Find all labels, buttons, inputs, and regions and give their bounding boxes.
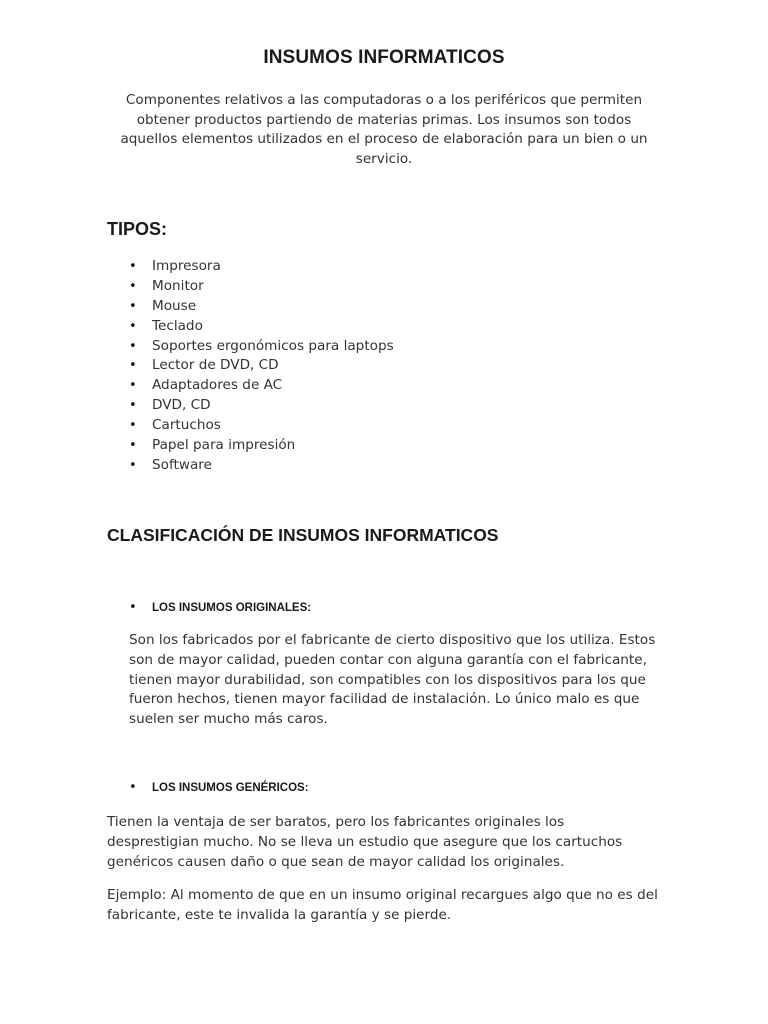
originales-subheading [0, 598, 768, 618]
bullet-icon: • [129, 318, 137, 334]
list-item-text: Cartuchos [152, 417, 221, 434]
list-item-text: Papel para impresión [152, 437, 296, 454]
bullet-icon: • [129, 438, 137, 454]
list-item-text: Mouse [152, 297, 197, 314]
bullet-icon: • [129, 338, 137, 354]
bullet-icon: • [129, 358, 137, 374]
bullet-icon: • [129, 298, 137, 314]
bullet-icon: • [129, 378, 137, 394]
list-item-text: DVD, CD [152, 397, 211, 414]
list-item-text: Monitor [152, 277, 204, 294]
bullet-icon: • [129, 278, 137, 294]
bullet-icon: • [129, 780, 137, 795]
list-item-text: Adaptadores de AC [152, 377, 283, 394]
genericos-paragraph: Tienen la ventaja de ser baratos, pero los fabricantes originales los desprestigian mucho. No se lleva un estudio que asegure que los cartuchos genéricos causen daño o que sean de mayor calidad los originales. [107, 814, 623, 870]
tipos-heading: TIPOS: [107, 219, 168, 239]
list-item-text: Lector de DVD, CD [152, 357, 279, 374]
bullet-icon: • [129, 398, 137, 414]
clasificacion-heading: CLASIFICACIÓN DE INSUMOS INFORMATICOS [107, 525, 499, 545]
page-title: INSUMOS INFORMATICOS [263, 47, 505, 68]
list-item-text: Soportes ergonómicos para laptops [152, 337, 394, 354]
bullet-icon: • [129, 259, 137, 274]
bullet-icon: • [129, 418, 137, 434]
list-item-text: Teclado [152, 317, 203, 334]
bullet-icon: • [129, 457, 137, 473]
genericos-label: LOS INSUMOS GENÉRICOS: [152, 782, 309, 794]
intro-paragraph: Componentes relativos a las computadoras o a los periféricos que permiten obtener productos partiendo de materias primas. Los insumos son todos aquellos elementos utilizados en el proceso de elaboración para un bien o un servicio. [120, 92, 648, 167]
example-paragraph: Ejemplo: Al momento de que en un insumo original recargues algo que no es del fabricante, este te invalida la garantía y se pierde. [107, 887, 658, 923]
originales-label: LOS INSUMOS ORIGINALES: [152, 602, 312, 614]
genericos-subheading [0, 778, 768, 798]
list-item-text: Impresora [152, 258, 221, 274]
bullet-icon: • [129, 600, 137, 615]
list-item-text: Software [152, 456, 212, 473]
originales-paragraph: Son los fabricados por el fabricante de cierto dispositivo que los utiliza. Estos son de mayor calidad, pueden contar con alguna garantía con el fabricante, tienen mayor durabilidad, son compatibles con los dispositivos para los que fueron hechos, tienen mayor facilidad de instalación. Lo único malo es que suelen ser mucho más caros. [129, 632, 656, 728]
